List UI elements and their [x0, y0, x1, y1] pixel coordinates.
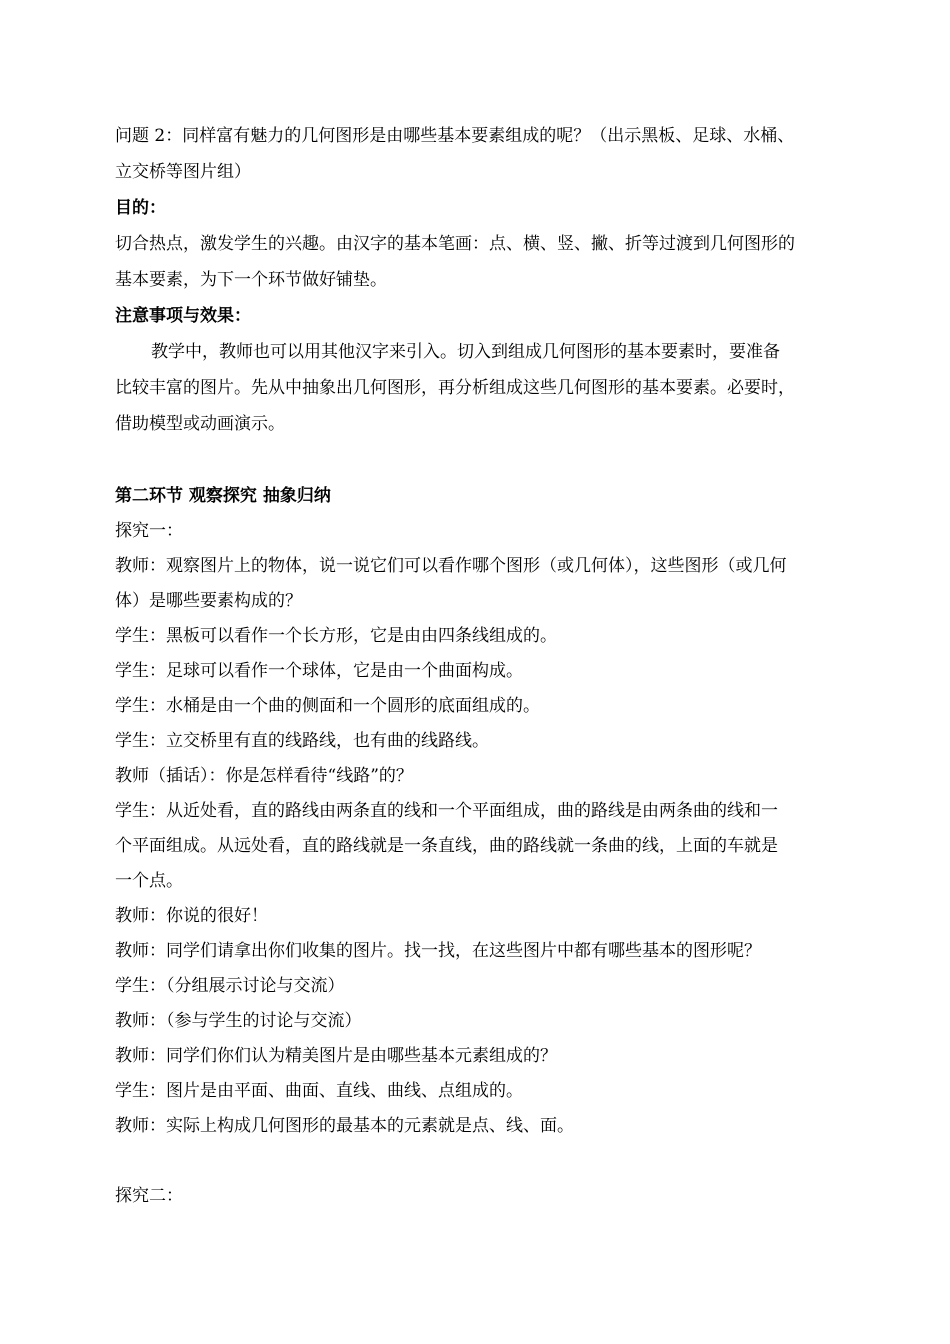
dialogue-line: 教师（插话）：你是怎样看待“线路”的？: [115, 766, 413, 786]
dialogue-line: 学生：从近处看，直的路线由两条直的线和一个平面组成，曲的路线是由两条曲的线和一: [115, 801, 778, 821]
explore-1-label: 探究一：: [115, 521, 183, 541]
purpose-line-1: 切合热点，激发学生的兴趣。由汉字的基本笔画：点、横、竖、撇、折等过渡到几何图形的: [115, 234, 795, 254]
dialogue-line: 教师：实际上构成几何图形的最基本的元素就是点、线、面。: [115, 1116, 574, 1136]
dialogue-line: 学生：（分组展示讨论与交流）: [115, 976, 345, 996]
notes-heading: 注意事项与效果：: [115, 306, 251, 326]
dialogue-line: 教师：（参与学生的讨论与交流）: [115, 1011, 362, 1031]
dialogue-line: 一个点。: [115, 871, 183, 891]
dialogue-line: 学生：水桶是由一个曲的侧面和一个圆形的底面组成的。: [115, 696, 540, 716]
notes-line-3: 借助模型或动画演示。: [115, 414, 285, 434]
dialogue-line: 个平面组成。从远处看，直的路线就是一条直线，曲的路线就一条曲的线，上面的车就是: [115, 836, 778, 856]
notes-line-2: 比较丰富的图片。先从中抽象出几何图形，再分析组成这些几何图形的基本要素。必要时，: [115, 378, 795, 398]
dialogue-line: 教师：同学们请拿出你们收集的图片。找一找，在这些图片中都有哪些基本的图形呢？: [115, 941, 761, 961]
dialogue-line: 教师：同学们你们认为精美图片是由哪些基本元素组成的？: [115, 1046, 557, 1066]
dialogue-line: 教师：你说的很好！: [115, 906, 268, 926]
dialogue-line: 学生：足球可以看作一个球体，它是由一个曲面构成。: [115, 661, 523, 681]
question-2-line-2: 立交桥等图片组）: [115, 162, 251, 182]
question-2-line-1: 问题 2：同样富有魅力的几何图形是由哪些基本要素组成的呢？（出示黑板、足球、水桶、: [115, 126, 795, 146]
dialogue-line: 体）是哪些要素构成的？: [115, 591, 302, 611]
notes-line-1: 教学中，教师也可以用其他汉字来引入。切入到组成几何图形的基本要素时，要准备: [151, 342, 780, 362]
dialogue-line: 学生：立交桥里有直的线路线，也有曲的线路线。: [115, 731, 489, 751]
section-2-heading: 第二环节 观察探究 抽象归纳: [115, 486, 331, 506]
purpose-line-2: 基本要素，为下一个环节做好铺垫。: [115, 270, 387, 290]
dialogue-line: 学生：黑板可以看作一个长方形，它是由由四条线组成的。: [115, 626, 557, 646]
explore-2-label: 探究二：: [115, 1186, 183, 1206]
dialogue-line: 教师：观察图片上的物体，说一说它们可以看作哪个图形（或几何体），这些图形（或几何: [115, 556, 787, 576]
dialogue-line: 学生：图片是由平面、曲面、直线、曲线、点组成的。: [115, 1081, 523, 1101]
purpose-heading: 目的：: [115, 198, 166, 218]
